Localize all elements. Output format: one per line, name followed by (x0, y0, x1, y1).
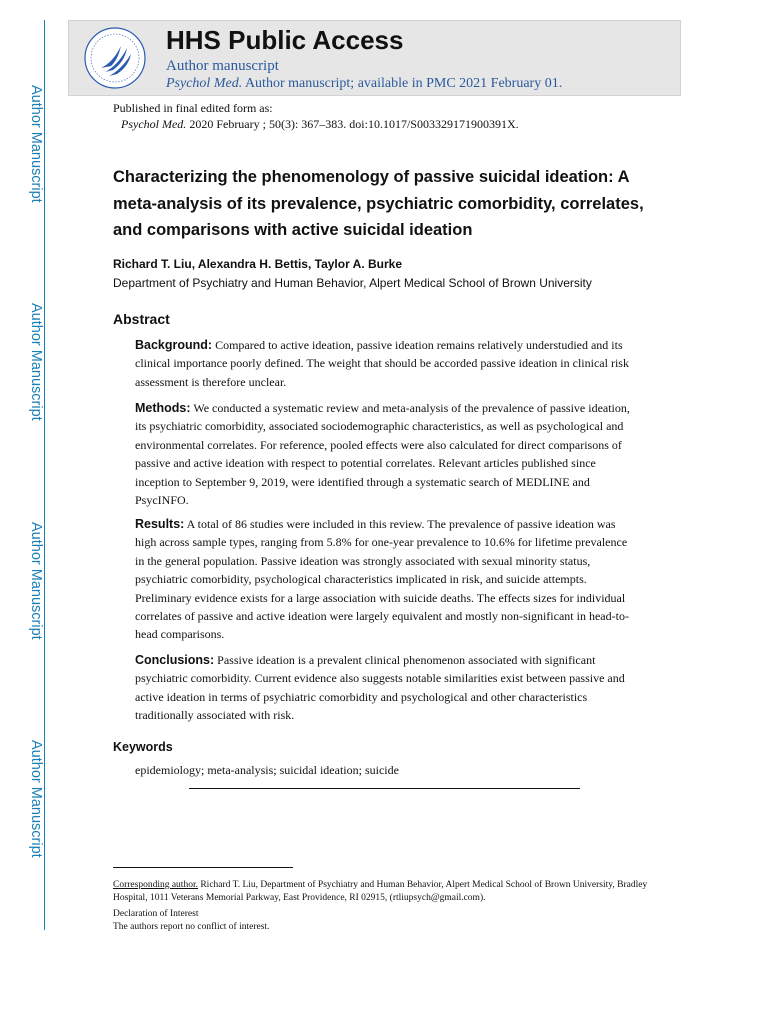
footnotes (113, 879, 658, 933)
sidebar-label-author-manuscript: Author Manuscript (28, 740, 44, 858)
header-journal: Psychol Med. (166, 76, 243, 91)
hhs-eagle-seal-icon (81, 24, 149, 92)
keywords-list: epidemiology; meta-analysis; suicidal ideation; suicide (135, 763, 399, 777)
hhs-header (68, 20, 681, 96)
corresponding-author-note (113, 879, 658, 904)
header-availability-text: Author manuscript; available in PMC 2021 February 01. (244, 76, 563, 91)
abstract-conclusions (135, 651, 635, 725)
header-title: HHS Public Access (166, 25, 404, 55)
author-name: Alexandra H. Bettis (197, 257, 308, 271)
sidebar-label-author-manuscript: Author Manuscript (28, 85, 44, 203)
keywords-divider (189, 788, 580, 789)
corresponding-author-text: Richard T. Liu, Department of Psychiatry and Human Behavior, Alpert Medical School of Brown University, Bradley Hospital, 1011 Veterans Memorial Parkway, East Providence, RI 02915, (rtliupsych@gmail.com). (113, 880, 648, 903)
abstract-section-label: Background: (135, 338, 213, 352)
publication-journal: Psychol Med. (121, 117, 187, 131)
publication-info (113, 100, 519, 132)
declaration-text: The authors report no conflict of interest. (113, 921, 270, 932)
abstract-section-label: Conclusions: (135, 653, 215, 667)
author-affiliation: Department of Psychiatry and Human Behavior, Alpert Medical School of Brown University (113, 276, 592, 290)
publication-citation (113, 116, 519, 132)
abstract-section-text: A total of 86 studies were included in this review. The prevalence of passive ideation was high across sample types, ranging from 5.8% for one-year prevalence to 10.6% for lifetime prevalence in the general population. Passive ideation was strongly associated with sexual minority status, psychiatric comorbidity, psychological characteristics implicated in risk, and suicide attempts. Preliminary evidence exists for a large association with suicide deaths. The effects sizes for individual correlates of passive and active ideation were largely equivalent and mostly non-significant in head-to-head comparisons. (135, 517, 629, 642)
abstract-section-text: We conducted a systematic review and meta-analysis of the prevalence of passive ideation, its psychiatric comorbidity, associated sociodemographic characteristics, as well as psychological and environmental correlates. For reference, pooled effects were also calculated for direct comparisons of passive and active ideation with respect to potential correlates. Relevant articles published since inception to September 9, 2019, were identified through a systematic search of MEDLINE and PsycINFO. (135, 401, 630, 508)
abstract-section-text: Passive ideation is a prevalent clinical phenomenon associated with significant psychiatric comorbidity. Current evidence also suggests notable similarities exist between passive and active ideation in terms of psychiatric comorbidity and psychological and other characteristics traditionally associated with risk. (135, 653, 625, 723)
author-list: Richard T. Liu, Alexandra H. Bettis, Taylor A. Burke (113, 257, 402, 271)
author-name: Taylor A. Burke (314, 257, 402, 271)
abstract-background (135, 336, 635, 391)
corresponding-author-label: Corresponding author. (113, 880, 198, 890)
sidebar-label-author-manuscript: Author Manuscript (28, 303, 44, 421)
abstract-section-label: Results: (135, 517, 185, 531)
header-availability (166, 76, 562, 92)
abstract-results (135, 515, 635, 644)
abstract-section-label: Methods: (135, 401, 191, 415)
abstract-methods (135, 399, 635, 509)
citation-text: 2020 February ; 50(3): 367–383. doi:10.1017/S003329171900391X. (189, 117, 519, 131)
article-title: Characterizing the phenomenology of passive suicidal ideation: A meta-analysis of its prevalence, psychiatric comorbidity, correlates, and comparisons with active suicidal ideation (113, 168, 644, 239)
header-subtitle: Author manuscript (166, 58, 279, 74)
sidebar-label-author-manuscript: Author Manuscript (28, 522, 44, 640)
footnote-divider (113, 867, 293, 868)
published-label: Published in final edited form as: (113, 101, 273, 115)
abstract-heading: Abstract (113, 311, 170, 327)
abstract-section-text: Compared to active ideation, passive ideation remains relatively understudied and its clinical importance poorly defined. The weight that should be accorded passive ideation in clinical risk assessment is therefore unclear. (135, 338, 629, 389)
keywords-heading: Keywords (113, 740, 173, 754)
author-name: Richard T. Liu (113, 257, 192, 271)
sidebar-rule (44, 20, 45, 930)
declaration-heading: Declaration of Interest (113, 909, 199, 919)
